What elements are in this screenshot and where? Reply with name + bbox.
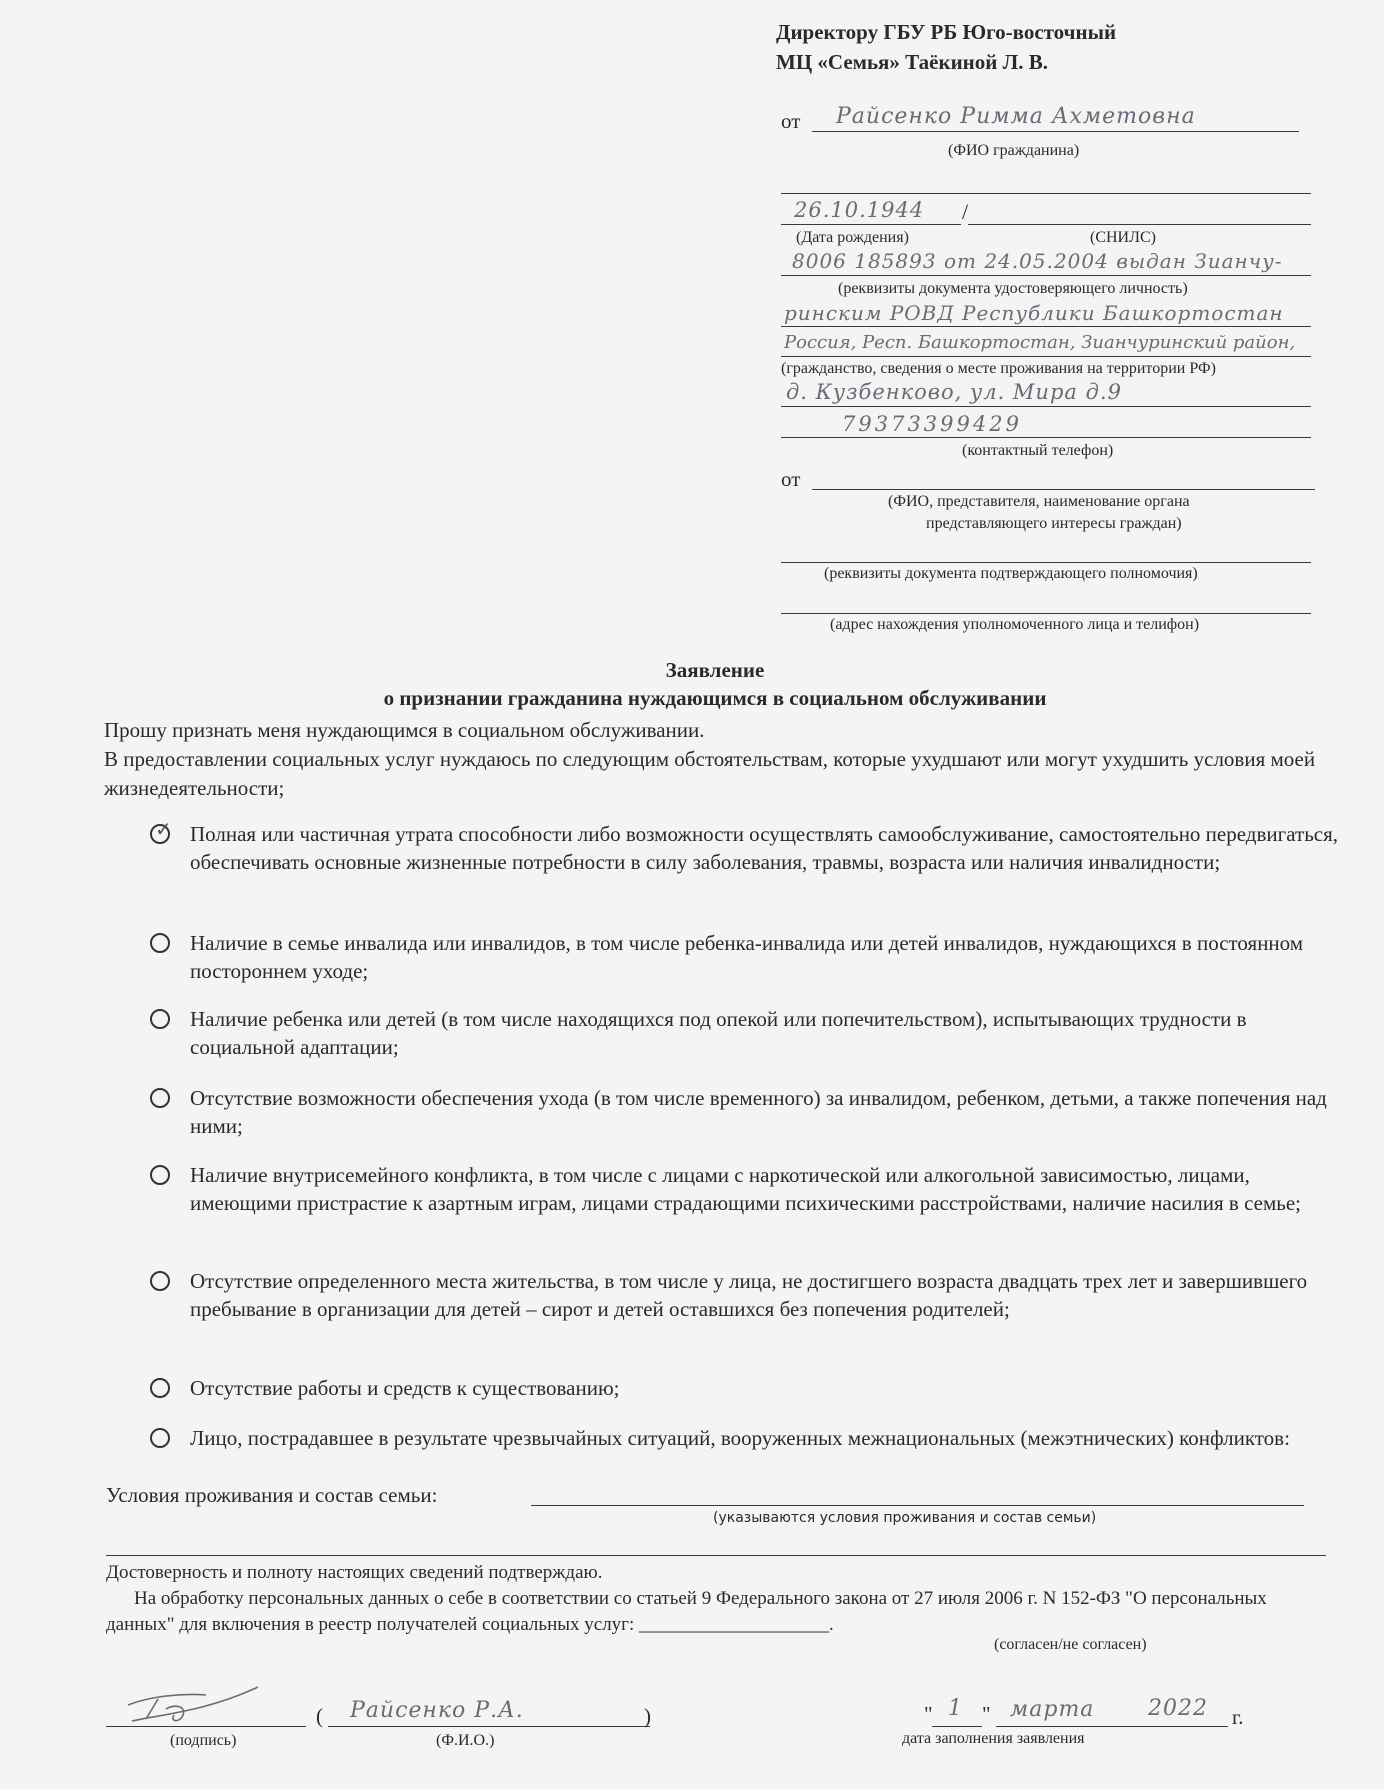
passport-line xyxy=(781,275,1311,276)
radio-icon[interactable] xyxy=(150,1271,170,1291)
residence-line-3 xyxy=(781,406,1311,407)
blank-line xyxy=(781,193,1311,194)
living-caption: (указываются условия проживания и состав семьи) xyxy=(713,1510,1097,1526)
living-line-2[interactable] xyxy=(106,1555,1326,1556)
intro-line-1: Прошу признать меня нуждающимся в социальном обслуживании. xyxy=(104,718,705,742)
date-quote-close: " xyxy=(982,1702,991,1726)
date-day-line xyxy=(932,1726,982,1727)
applicant-name-caption: (ФИО гражданина) xyxy=(948,142,1080,159)
rep-caption-2: представляющего интересы граждан) xyxy=(926,515,1182,532)
residence-handwritten-3[interactable]: д. Кузбенково, ул. Мира д.9 xyxy=(786,380,1122,404)
from-label: от xyxy=(781,109,801,133)
birth-date-line xyxy=(781,224,961,225)
passport-caption: (реквизиты документа удостоверяющего личность) xyxy=(838,280,1188,297)
rep-caption-1: (ФИО, представителя, наименование органа xyxy=(888,493,1190,510)
signature-image xyxy=(118,1675,268,1730)
radio-checked-icon[interactable] xyxy=(150,824,170,844)
radio-icon[interactable] xyxy=(150,933,170,953)
option-text: Наличие ребенка или детей (в том числе находящихся под опекой или попечительством), испытывающих трудности в социальной адаптации; xyxy=(190,1007,1247,1059)
option-text: Отсутствие возможности обеспечения ухода (в том числе временного) за инвалидом, ребенком, детьми, а также попечения над ними; xyxy=(190,1086,1327,1138)
radio-icon[interactable] xyxy=(150,1165,170,1185)
residence-line-1 xyxy=(781,326,1311,327)
doc-subtitle: о признании гражданина нуждающимся в социальном обслуживании xyxy=(383,686,1047,710)
fio-handwritten[interactable]: Райсенко Р.А. xyxy=(350,1698,524,1723)
rep-doc-caption: (реквизиты документа подтверждающего полномочия) xyxy=(824,565,1198,582)
radio-icon[interactable] xyxy=(150,1428,170,1448)
residence-handwritten-2[interactable]: Россия, Респ. Башкортостан, Зианчуринский район, xyxy=(784,332,1296,353)
confirm-line: Достоверность и полноту настоящих сведений подтверждаю. xyxy=(106,1562,603,1583)
birth-date-handwritten[interactable]: 26.10.1944 xyxy=(794,198,925,222)
applicant-name-handwritten[interactable]: Райсенко Римма Ахметовна xyxy=(836,104,1196,129)
phone-line xyxy=(781,437,1311,438)
signature-caption: (подпись) xyxy=(170,1732,237,1749)
option-text: Полная или частичная утрата способности либо возможности осуществлять самообслуживание, самостоятельно передвигаться, обеспечивать основные жизненные потребности в силу заболевания, травмы, возраста или наличия инвалидности; xyxy=(190,822,1338,874)
option-text: Отсутствие определенного места жительства, в том числе у лица, не достигшего возраста двадцать трех лет и завершившего пребывание в организации для детей – сирот и детей оставшихся без попечения родителей; xyxy=(190,1269,1308,1321)
fio-line xyxy=(328,1726,650,1727)
snils-line[interactable] xyxy=(968,224,1311,225)
phone-handwritten[interactable]: 79373399429 xyxy=(842,412,1022,436)
addressee-line-2: МЦ «Семья» Таёкиной Л. В. xyxy=(776,50,1049,74)
radio-icon[interactable] xyxy=(150,1378,170,1398)
fio-open-paren: ( xyxy=(316,1704,323,1728)
date-day-handwritten[interactable]: 1 xyxy=(948,1696,963,1721)
birth-date-caption: (Дата рождения) xyxy=(796,229,909,246)
rep-address-caption: (адрес нахождения уполномоченного лица и телифон) xyxy=(830,616,1200,633)
intro-line-2: В предоставлении социальных услуг нуждаюсь по следующим обстоятельствам, которые ухудшают или могут ухудшить условия моей жизнедеятельности; xyxy=(104,747,1316,800)
applicant-name-line xyxy=(812,131,1299,132)
doc-title: Заявление xyxy=(665,658,765,682)
rep-doc-line[interactable] xyxy=(781,562,1311,563)
rep-address-line[interactable] xyxy=(781,613,1311,614)
date-caption: дата заполнения заявления xyxy=(902,1730,1085,1747)
living-label: Условия проживания и состав семьи: xyxy=(106,1483,438,1507)
radio-icon[interactable] xyxy=(150,1088,170,1108)
addressee-line-1: Директору ГБУ РБ Юго-восточный xyxy=(776,20,1117,44)
option-text: Отсутствие работы и средств к существованию; xyxy=(190,1376,620,1400)
phone-caption: (контактный телефон) xyxy=(962,442,1114,459)
option-text: Лицо, пострадавшее в результате чрезвычайных ситуаций, вооруженных межнациональных (межэтнических) конфликтов: xyxy=(190,1426,1290,1450)
residence-line-2 xyxy=(781,356,1311,357)
fio-caption: (Ф.И.О.) xyxy=(436,1732,495,1749)
rep-name-line[interactable] xyxy=(812,489,1315,490)
slash-separator: / xyxy=(962,199,969,224)
date-month-year-line xyxy=(996,1726,1228,1727)
snils-caption: (СНИЛС) xyxy=(1090,229,1156,246)
date-year-handwritten[interactable]: 2022 xyxy=(1148,1696,1208,1721)
rep-from-label: от xyxy=(781,467,801,491)
radio-icon[interactable] xyxy=(150,1009,170,1029)
passport-handwritten[interactable]: 8006 185893 от 24.05.2004 выдан Зианчу- xyxy=(792,249,1283,273)
consent-caption: (согласен/не согласен) xyxy=(994,1636,1147,1653)
living-line[interactable] xyxy=(531,1505,1304,1506)
residence-caption: (гражданство, сведения о месте проживания на территории РФ) xyxy=(781,360,1216,377)
residence-handwritten-1[interactable]: ринским РОВД Республики Башкортостан xyxy=(784,301,1284,325)
option-text: Наличие в семье инвалида или инвалидов, в том числе ребенка-инвалида или детей инвалидов, нуждающихся в постоянном постороннем уходе; xyxy=(190,931,1304,983)
option-text: Наличие внутрисемейного конфликта, в том числе с лицами с наркотической или алкогольной зависимостью, лицами, имеющими пристрастие к азартным играм, лицами страдающими психическими расстройствами, наличие насилия в семье; xyxy=(190,1163,1301,1215)
date-quote-open: " xyxy=(924,1702,933,1726)
date-year-suffix: г. xyxy=(1232,1705,1244,1729)
consent-text: На обработку персональных данных о себе в соответствии со статьей 9 Федерального закона от 27 июля 2006 г. N 152-ФЗ "О персональных данных" для включения в реестр получателей социальных услуг: ____________________. xyxy=(106,1588,1267,1635)
date-month-handwritten[interactable]: марта xyxy=(1010,1697,1095,1722)
fio-close-paren: ) xyxy=(644,1704,651,1728)
